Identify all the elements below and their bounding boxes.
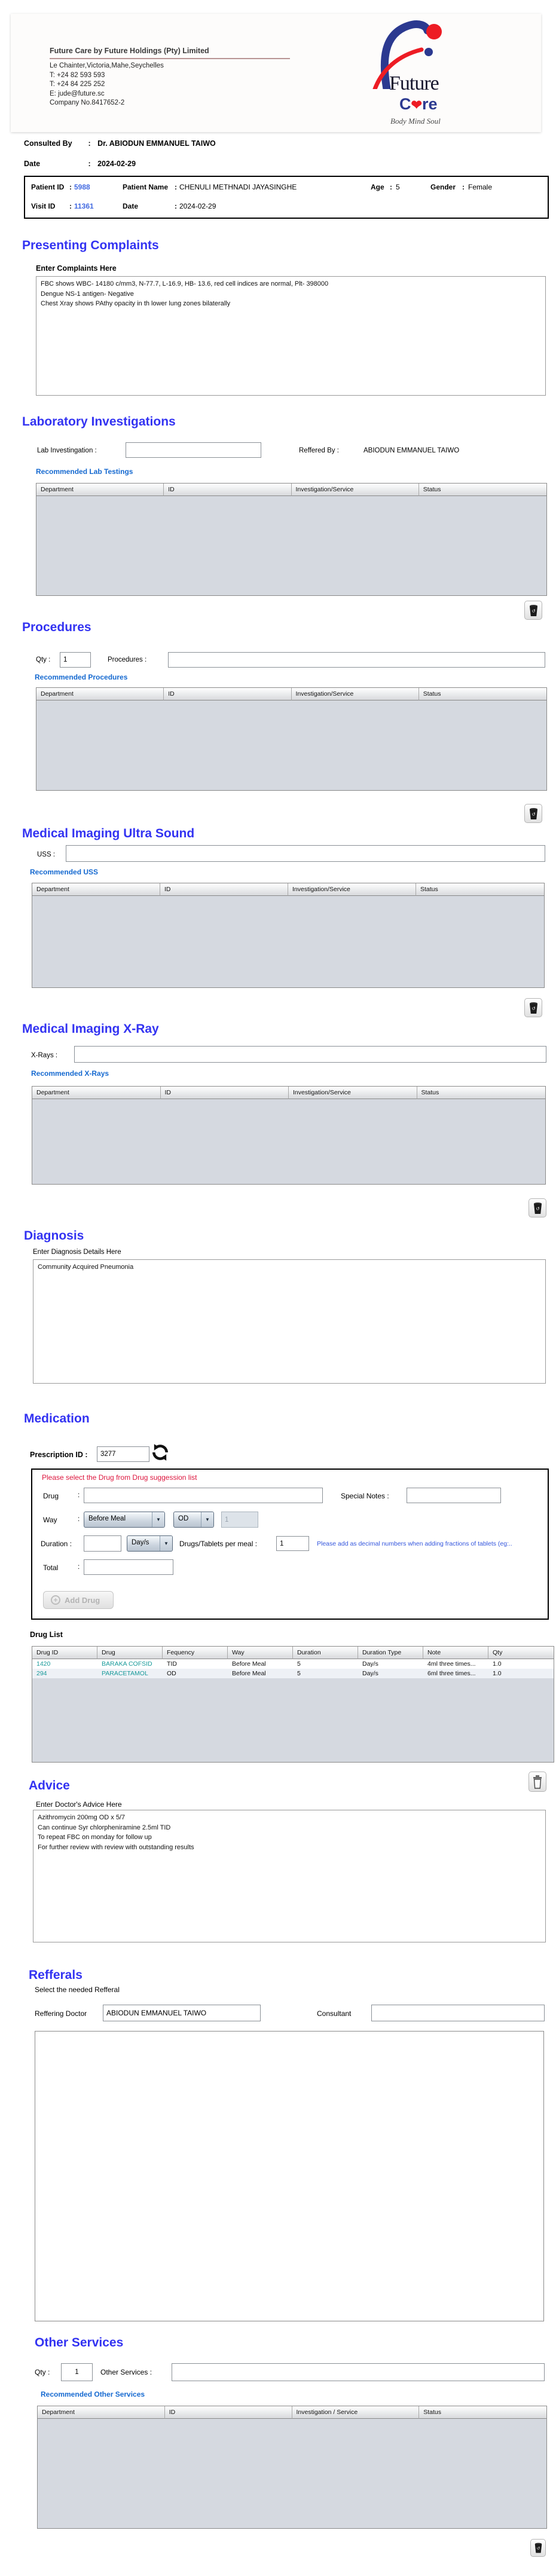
drug-qty-cell: 1.0 bbox=[493, 1660, 502, 1668]
drug-list-empty-area bbox=[32, 1678, 554, 1762]
drug-list-delete-button[interactable] bbox=[528, 1772, 546, 1792]
recommended-uss-link[interactable]: Recommended USS bbox=[30, 868, 99, 876]
col-header-investigation: Investigation/Service bbox=[289, 1087, 417, 1099]
gender-label: Gender bbox=[430, 183, 456, 191]
other-services-label: Other Services : bbox=[100, 2368, 152, 2376]
colon: : bbox=[78, 1492, 80, 1499]
diagnosis-textarea[interactable] bbox=[33, 1259, 546, 1384]
col-header-department: Department bbox=[32, 883, 160, 896]
uss-table-header bbox=[32, 883, 544, 896]
section-title-refferals: Refferals bbox=[29, 1968, 83, 1982]
col-header-investigation: Investigation / Service bbox=[292, 2406, 420, 2419]
drug-note-cell: 4ml three times... bbox=[427, 1660, 476, 1668]
col-header-investigation: Investigation/Service bbox=[288, 883, 416, 896]
colon: : bbox=[462, 183, 465, 191]
drug-frequency-cell: TID bbox=[167, 1660, 177, 1668]
duration-unit-value: Day/s bbox=[132, 1539, 149, 1546]
col-header-status: Status bbox=[419, 484, 546, 496]
drug-list-header bbox=[32, 1647, 554, 1659]
col-header-drug-id: Drug ID bbox=[32, 1647, 97, 1659]
patient-id-label: Patient ID bbox=[31, 183, 65, 191]
col-header-id: ID bbox=[164, 484, 291, 496]
patient-name-label: Patient Name bbox=[123, 183, 169, 191]
drug-qty-cell: 1.0 bbox=[493, 1670, 502, 1677]
other-qty-input[interactable] bbox=[61, 2363, 93, 2381]
colon: : bbox=[175, 202, 177, 210]
col-header-department: Department bbox=[36, 688, 164, 700]
frequency-selected-value: OD bbox=[178, 1515, 189, 1522]
procedures-qty-input[interactable] bbox=[60, 652, 91, 668]
company-phone-2: T: +24 84 225 252 bbox=[50, 81, 105, 88]
drug-row[interactable] bbox=[32, 1669, 554, 1678]
advice-label: Enter Doctor's Advice Here bbox=[36, 1800, 122, 1809]
per-meal-label: Drugs/Tablets per meal : bbox=[179, 1540, 258, 1548]
logo-wordmark-care: C❤re bbox=[399, 95, 438, 113]
col-header-department: Department bbox=[38, 2406, 165, 2419]
age-value: 5 bbox=[396, 183, 400, 191]
drug-duration-cell: 5 bbox=[297, 1660, 301, 1668]
future-care-logo bbox=[366, 17, 492, 131]
consulted-by-value: Dr. ABIODUN EMMANUEL TAIWO bbox=[97, 139, 216, 148]
col-header-qty: Qty bbox=[488, 1647, 554, 1659]
col-header-investigation: Investigation/Service bbox=[292, 484, 419, 496]
procedures-table-header bbox=[36, 688, 546, 700]
plus-icon: + bbox=[51, 1595, 60, 1605]
consult-date-label: Date bbox=[24, 160, 41, 168]
lab-reffered-by-value: ABIODUN EMMANUEL TAIWO bbox=[363, 447, 460, 454]
xray-label: X-Rays : bbox=[31, 1052, 58, 1059]
consultant-input[interactable] bbox=[371, 2005, 545, 2021]
refferals-subtitle: Select the needed Refferal bbox=[35, 1985, 120, 1994]
col-header-way: Way bbox=[228, 1647, 293, 1659]
xray-delete-button[interactable] bbox=[528, 1198, 546, 1217]
col-header-duration: Duration bbox=[293, 1647, 358, 1659]
consulted-by-row bbox=[24, 138, 216, 149]
company-title: Future Care by Future Holdings (Pty) Limited bbox=[50, 47, 209, 55]
consult-date-value: 2024-02-29 bbox=[97, 160, 136, 168]
recycle-icon: ↺ bbox=[531, 608, 536, 614]
duration-input[interactable] bbox=[84, 1535, 121, 1552]
xray-table-header bbox=[32, 1087, 545, 1099]
col-header-id: ID bbox=[161, 1087, 289, 1099]
col-header-id: ID bbox=[165, 2406, 292, 2419]
procedures-table bbox=[36, 687, 547, 791]
lab-investigation-input[interactable] bbox=[126, 442, 261, 458]
diagnosis-label: Enter Diagnosis Details Here bbox=[33, 1249, 121, 1256]
section-title-ultrasound: Medical Imaging Ultra Sound bbox=[22, 827, 195, 840]
section-title-other-services: Other Services bbox=[35, 2336, 124, 2349]
refresh-prescription-button[interactable] bbox=[151, 1443, 170, 1463]
other-services-table-body bbox=[38, 2419, 546, 2528]
visit-date-label: Date bbox=[123, 202, 139, 210]
add-drug-button-label: Add Drug bbox=[65, 1595, 100, 1605]
consulted-by-label: Consulted By bbox=[24, 139, 72, 148]
patient-name-value: CHENULI METHNADI JAYASINGHE bbox=[179, 183, 297, 191]
prescription-id-label: Prescription ID : bbox=[30, 1451, 88, 1459]
section-title-presenting-complaints: Presenting Complaints bbox=[22, 238, 159, 252]
drug-way-cell: Before Meal bbox=[232, 1670, 266, 1677]
drug-row[interactable] bbox=[32, 1659, 554, 1669]
title-underline bbox=[50, 58, 290, 59]
col-header-status: Status bbox=[416, 883, 544, 896]
visit-id-value: 11361 bbox=[74, 202, 94, 210]
trash-icon bbox=[528, 1002, 539, 1014]
company-phone-1: T: +24 82 593 593 bbox=[50, 71, 105, 79]
add-drug-panel bbox=[31, 1468, 549, 1620]
col-header-department: Department bbox=[36, 484, 164, 496]
lab-delete-button[interactable] bbox=[524, 601, 542, 620]
drug-way-cell: Before Meal bbox=[232, 1660, 266, 1668]
chevron-down-icon: ▼ bbox=[201, 1512, 213, 1527]
patient-info-bar bbox=[24, 176, 549, 219]
colon: : bbox=[175, 183, 177, 191]
advice-textarea[interactable] bbox=[33, 1810, 546, 1942]
lab-table-body bbox=[36, 496, 546, 595]
reffering-doctor-input[interactable] bbox=[103, 2005, 261, 2021]
colon: : bbox=[88, 160, 91, 168]
drug-note-cell: 6ml three times... bbox=[427, 1670, 476, 1677]
colon: : bbox=[69, 183, 72, 191]
section-title-procedures: Procedures bbox=[22, 620, 91, 634]
drug-list-label: Drug List bbox=[30, 1630, 63, 1639]
uss-label: USS : bbox=[37, 851, 56, 858]
uss-table-body bbox=[32, 896, 544, 987]
chevron-down-icon: ▼ bbox=[160, 1536, 172, 1551]
recycle-icon: ↺ bbox=[531, 811, 536, 817]
duration-label: Duration : bbox=[41, 1540, 72, 1548]
recycle-icon: ↺ bbox=[536, 2547, 540, 2551]
patient-id-value: 5988 bbox=[74, 183, 90, 191]
col-header-status: Status bbox=[419, 2406, 546, 2419]
col-header-department: Department bbox=[32, 1087, 161, 1099]
procedures-input[interactable] bbox=[168, 652, 545, 668]
frequency-count-input bbox=[221, 1512, 258, 1528]
col-header-duration-type: Duration Type bbox=[358, 1647, 423, 1659]
trash-icon bbox=[533, 1202, 543, 1214]
company-email: E: jude@future.sc bbox=[50, 90, 105, 97]
recycle-icon: ↺ bbox=[535, 1206, 540, 1211]
visit-date-value: 2024-02-29 bbox=[179, 202, 216, 210]
drug-duration-type-cell: Day/s bbox=[362, 1660, 378, 1668]
recommended-lab-testings-link[interactable]: Recommended Lab Testings bbox=[36, 467, 133, 476]
other-qty-label: Qty : bbox=[35, 2368, 50, 2376]
uss-table bbox=[32, 883, 545, 988]
colon: : bbox=[390, 183, 392, 191]
uss-input[interactable] bbox=[66, 845, 545, 862]
drug-name-cell: BARAKA COFSID bbox=[102, 1660, 152, 1668]
drug-label: Drug bbox=[43, 1492, 59, 1500]
recommended-xrays-link[interactable]: Recommended X-Rays bbox=[31, 1069, 109, 1078]
company-number: Company No.8417652-2 bbox=[50, 99, 125, 106]
col-header-id: ID bbox=[160, 883, 288, 896]
chevron-down-icon: ▼ bbox=[152, 1512, 164, 1527]
frequency-select[interactable] bbox=[173, 1512, 214, 1528]
refresh-icon bbox=[151, 1443, 169, 1461]
colon: : bbox=[78, 1516, 80, 1523]
trash-icon bbox=[528, 604, 539, 617]
xray-table-body bbox=[32, 1099, 545, 1184]
way-select[interactable] bbox=[84, 1512, 165, 1528]
recycle-icon: ↺ bbox=[531, 1005, 536, 1011]
procedures-qty-label: Qty : bbox=[36, 656, 51, 663]
drug-input[interactable] bbox=[84, 1488, 323, 1503]
col-header-note: Note bbox=[423, 1647, 488, 1659]
reffering-doctor-label: Reffering Doctor bbox=[35, 2009, 87, 2018]
recommended-other-services-link[interactable]: Recommended Other Services bbox=[41, 2390, 145, 2398]
recommended-procedures-link[interactable]: Recommended Procedures bbox=[35, 673, 128, 681]
total-label: Total bbox=[43, 1564, 59, 1572]
letterhead bbox=[11, 14, 541, 132]
colon: : bbox=[69, 202, 72, 210]
gender-value: Female bbox=[468, 183, 493, 191]
consultant-label: Consultant bbox=[317, 2009, 352, 2018]
other-services-delete-button[interactable] bbox=[530, 2539, 546, 2557]
way-selected-value: Before Meal bbox=[88, 1515, 126, 1522]
section-title-diagnosis: Diagnosis bbox=[24, 1229, 84, 1243]
way-label: Way bbox=[43, 1516, 57, 1524]
total-input[interactable] bbox=[84, 1559, 173, 1575]
section-title-laboratory: Laboratory Investigations bbox=[22, 415, 176, 429]
drug-duration-cell: 5 bbox=[297, 1670, 301, 1677]
company-address-block bbox=[50, 62, 164, 108]
age-label: Age bbox=[371, 183, 384, 191]
complaints-label: Enter Complaints Here bbox=[36, 264, 117, 273]
col-header-status: Status bbox=[417, 1087, 546, 1099]
colon: : bbox=[88, 139, 91, 148]
trash-icon bbox=[528, 807, 539, 820]
lab-investigation-label: Lab Investingation : bbox=[37, 447, 97, 454]
procedures-delete-button[interactable] bbox=[524, 804, 542, 823]
section-title-medication: Medication bbox=[24, 1412, 90, 1425]
consult-date-row bbox=[24, 158, 136, 169]
other-services-table bbox=[37, 2406, 547, 2529]
colon: : bbox=[78, 1564, 80, 1571]
special-notes-label: Special Notes : bbox=[341, 1492, 389, 1500]
uss-delete-button[interactable] bbox=[524, 998, 542, 1017]
visit-id-label: Visit ID bbox=[31, 202, 56, 210]
lab-table bbox=[36, 483, 547, 596]
trash-icon bbox=[532, 1775, 543, 1789]
col-header-investigation: Investigation/Service bbox=[292, 688, 419, 700]
special-notes-input[interactable] bbox=[407, 1488, 501, 1503]
company-address: Le Chainter,Victoria,Mahe,Seychelles bbox=[50, 62, 164, 69]
drug-name-cell: PARACETAMOL bbox=[102, 1670, 148, 1677]
prescription-id-input[interactable] bbox=[97, 1446, 149, 1462]
lab-table-header bbox=[36, 484, 546, 496]
heart-icon: ❤ bbox=[411, 97, 422, 112]
other-services-input[interactable] bbox=[172, 2363, 545, 2381]
duration-unit-select[interactable] bbox=[127, 1535, 173, 1552]
drug-duration-type-cell: Day/s bbox=[362, 1670, 378, 1677]
per-meal-input[interactable] bbox=[276, 1536, 309, 1551]
logo-tagline: Body Mind Soul bbox=[390, 117, 441, 126]
drug-list-table bbox=[32, 1646, 554, 1763]
add-drug-button[interactable] bbox=[43, 1591, 114, 1609]
drug-id-cell: 1420 bbox=[36, 1660, 51, 1668]
drug-frequency-cell: OD bbox=[167, 1670, 176, 1677]
drug-id-cell: 294 bbox=[36, 1670, 47, 1677]
col-header-frequency: Fequency bbox=[163, 1647, 228, 1659]
other-services-table-header bbox=[38, 2406, 546, 2419]
fraction-hint: Please add as decimal numbers when adding fractions of tablets (eg:.. bbox=[317, 1540, 512, 1547]
section-title-xray: Medical Imaging X-Ray bbox=[22, 1022, 159, 1036]
complaints-textarea[interactable] bbox=[36, 276, 546, 396]
section-title-advice: Advice bbox=[29, 1779, 70, 1792]
refferal-list-box[interactable] bbox=[35, 2031, 544, 2321]
lab-reffered-by-label: Reffered By : bbox=[299, 447, 339, 454]
xray-table bbox=[32, 1086, 546, 1185]
procedures-table-body bbox=[36, 700, 546, 790]
trash-icon bbox=[534, 2542, 543, 2554]
drug-suggestion-warning: Please select the Drug from Drug suggession list bbox=[42, 1473, 197, 1482]
xray-input[interactable] bbox=[74, 1046, 546, 1063]
col-header-drug: Drug bbox=[97, 1647, 163, 1659]
procedures-label: Procedures : bbox=[108, 656, 147, 663]
col-header-status: Status bbox=[419, 688, 546, 700]
col-header-id: ID bbox=[164, 688, 291, 700]
logo-wordmark-future: Future bbox=[389, 72, 439, 94]
